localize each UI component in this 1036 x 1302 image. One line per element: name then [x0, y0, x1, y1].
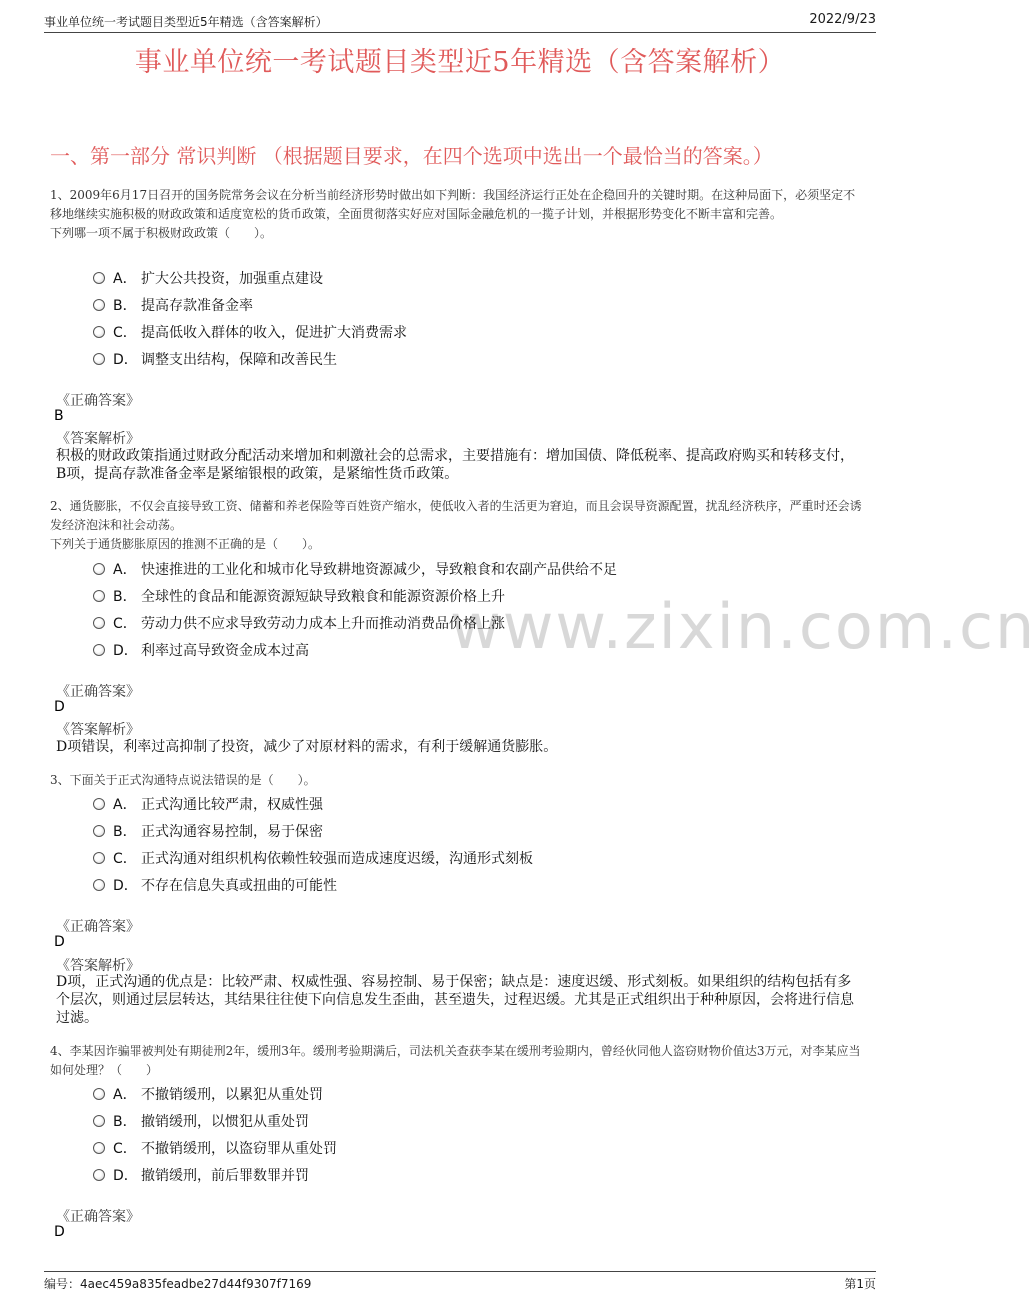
explanation-text: D项错误，利率过高抑制了投资，减少了对原材料的需求，有利于缓解通货膨胀。 [56, 739, 558, 755]
radio-icon[interactable] [93, 1142, 105, 1154]
answer-value: B [54, 408, 64, 424]
header-title: 事业单位统一考试题目类型近5年精选（含答案解析） [44, 15, 328, 29]
option-text: 提高存款准备金率 [141, 298, 253, 314]
question-stem: 3、下面关于正式沟通特点说法错误的是（ ）。 [50, 773, 316, 787]
question-stem: 2、通货膨胀，不仅会直接导致工资、储蓄和养老保险等百姓资产缩水，使低收入者的生活更为窘迫，而且会误导资源配置，扰乱经济秩序，严重时还会诱发经济泡沫和社会动荡。 [50, 499, 862, 532]
header-date: 2022/9/23 [809, 12, 876, 27]
document-title: 事业单位统一考试题目类型近5年精选（含答案解析） [134, 47, 786, 78]
answer-value: D [54, 699, 65, 715]
explanation-text: D项，正式沟通的优点是：比较严肃、权威性强、容易控制、易于保密；缺点是：速度迟缓、形式刻板。如果组织的结构包括有多个层次，则通过层层转达，其结果往往使下向信息发生歪曲，甚至遗失，过程迟缓。尤其是正式组织出于种种原因，会将进行信息过滤。 [56, 974, 854, 1026]
option-text: 扩大公共投资，加强重点建设 [141, 271, 323, 287]
page-number: 第1页 [844, 1277, 876, 1291]
option-a[interactable]: A． 快速推进的工业化和城市化导致耕地资源减少，导致粮食和农副产品供给不足 [93, 559, 617, 579]
radio-icon[interactable] [93, 563, 105, 575]
option-c[interactable]: C． 正式沟通对组织机构依赖性较强而造成速度迟缓，沟通形式刻板 [93, 848, 533, 868]
radio-icon[interactable] [93, 326, 105, 338]
radio-icon[interactable] [93, 879, 105, 891]
option-text: 快速推进的工业化和城市化导致耕地资源减少，导致粮食和农副产品供给不足 [141, 562, 617, 578]
option-c[interactable]: C． 不撤销缓刑，以盗窃罪从重处罚 [93, 1138, 337, 1158]
question-prompt: 下列哪一项不属于积极财政政策（ ）。 [50, 226, 273, 240]
option-text: 调整支出结构，保障和改善民生 [141, 352, 337, 368]
radio-icon[interactable] [93, 1169, 105, 1181]
answer-label: 《正确答案》 [56, 919, 140, 935]
question-3-stem [50, 771, 862, 790]
radio-icon[interactable] [93, 798, 105, 810]
radio-icon[interactable] [93, 1088, 105, 1100]
radio-icon[interactable] [93, 272, 105, 284]
option-a[interactable]: A． 正式沟通比较严肃，权威性强 [93, 794, 323, 814]
option-c[interactable]: C． 劳动力供不应求导致劳动力成本上升而推动消费品价格上涨 [93, 613, 505, 633]
document-id: 编号：4aec459a835feadbe27d44f9307f7169 [44, 1277, 312, 1291]
option-text: 正式沟通容易控制，易于保密 [141, 824, 323, 840]
question-stem: 4、李某因诈骗罪被判处有期徒刑2年，缓刑3年。缓刑考验期满后，司法机关查获李某在缓刑考验期内，曾经伙同他人盗窃财物价值达3万元，对李某应当如何处理？（ ） [50, 1044, 861, 1077]
section-title: 一、第一部分 常识判断 （根据题目要求，在四个选项中选出一个最恰当的答案。） [50, 144, 773, 168]
option-d[interactable]: D． 不存在信息失真或扭曲的可能性 [93, 875, 337, 895]
option-a[interactable]: A． 扩大公共投资，加强重点建设 [93, 268, 323, 288]
explanation-label: 《答案解析》 [56, 431, 140, 447]
option-d[interactable]: D． 调整支出结构，保障和改善民生 [93, 349, 337, 369]
radio-icon[interactable] [93, 590, 105, 602]
option-d[interactable]: D． 利率过高导致资金成本过高 [93, 640, 309, 660]
radio-icon[interactable] [93, 852, 105, 864]
option-text: 不撤销缓刑，以盗窃罪从重处罚 [141, 1141, 337, 1157]
question-1-stem [50, 186, 862, 242]
explanation-text: 积极的财政政策指通过财政分配活动来增加和刺激社会的总需求，主要措施有：增加国债、降低税率、提高政府购买和转移支付，B项，提高存款准备金率是紧缩银根的政策，是紧缩性货币政策。 [56, 448, 854, 482]
radio-icon[interactable] [93, 825, 105, 837]
option-text: 劳动力供不应求导致劳动力成本上升而推动消费品价格上涨 [141, 616, 505, 632]
option-text: 撤销缓刑，前后罪数罪并罚 [141, 1168, 309, 1184]
explanation-label: 《答案解析》 [56, 958, 140, 974]
watermark: www.zixin.com.cn [450, 590, 1036, 663]
option-d[interactable]: D． 撤销缓刑，前后罪数罪并罚 [93, 1165, 309, 1185]
question-stem: 1、2009年6月17日召开的国务院常务会议在分析当前经济形势时做出如下判断：我国经济运行正处在企稳回升的关键时期。在这种局面下，必须坚定不移地继续实施积极的财政政策和适度宽松的货币政策，全面贯彻落实好应对国际金融危机的一揽子计划，并根据形势变化不断丰富和完善。 [50, 188, 856, 221]
option-text: 不存在信息失真或扭曲的可能性 [141, 878, 337, 894]
option-b[interactable]: B． 提高存款准备金率 [93, 295, 253, 315]
radio-icon[interactable] [93, 644, 105, 656]
question-4-stem [50, 1042, 862, 1080]
option-b[interactable]: B． 全球性的食品和能源资源短缺导致粮食和能源资源价格上升 [93, 586, 505, 606]
option-a[interactable]: A． 不撤销缓刑，以累犯从重处罚 [93, 1084, 323, 1104]
answer-value: D [54, 934, 65, 950]
option-text: 利率过高导致资金成本过高 [141, 643, 309, 659]
option-b[interactable]: B． 正式沟通容易控制，易于保密 [93, 821, 323, 841]
option-text: 正式沟通比较严肃，权威性强 [141, 797, 323, 813]
radio-icon[interactable] [93, 353, 105, 365]
option-c[interactable]: C． 提高低收入群体的收入，促进扩大消费需求 [93, 322, 407, 342]
explanation-label: 《答案解析》 [56, 722, 140, 738]
running-footer [44, 1271, 876, 1294]
running-header [44, 10, 876, 33]
question-2-stem [50, 497, 862, 553]
answer-label: 《正确答案》 [56, 684, 140, 700]
answer-value: D [54, 1224, 65, 1240]
question-prompt: 下列关于通货膨胀原因的推测不正确的是（ ）。 [50, 537, 321, 551]
option-text: 不撤销缓刑，以累犯从重处罚 [141, 1087, 323, 1103]
option-text: 正式沟通对组织机构依赖性较强而造成速度迟缓，沟通形式刻板 [141, 851, 533, 867]
option-text: 全球性的食品和能源资源短缺导致粮食和能源资源价格上升 [141, 589, 505, 605]
radio-icon[interactable] [93, 617, 105, 629]
radio-icon[interactable] [93, 299, 105, 311]
option-text: 提高低收入群体的收入，促进扩大消费需求 [141, 325, 407, 341]
answer-label: 《正确答案》 [56, 393, 140, 409]
option-text: 撤销缓刑，以惯犯从重处罚 [141, 1114, 309, 1130]
answer-label: 《正确答案》 [56, 1209, 140, 1225]
radio-icon[interactable] [93, 1115, 105, 1127]
option-b[interactable]: B． 撤销缓刑，以惯犯从重处罚 [93, 1111, 309, 1131]
